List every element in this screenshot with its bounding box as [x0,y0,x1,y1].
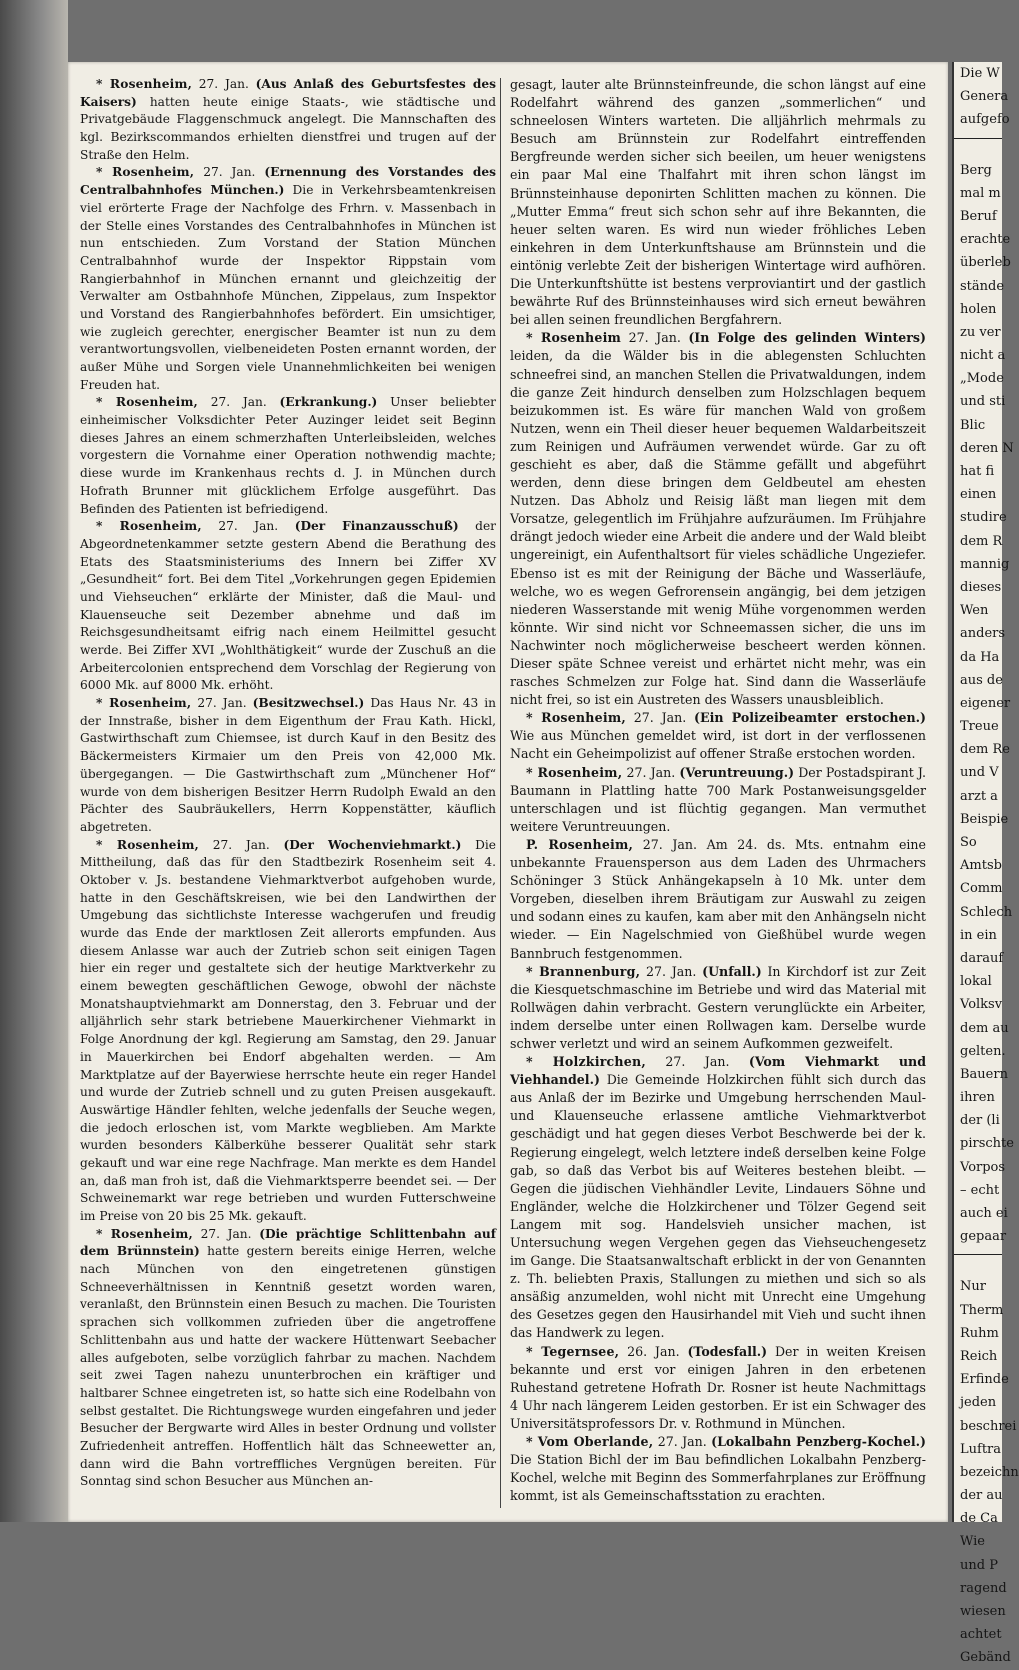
article-heading: (Ein Polizeibeamter erstochen.) [694,710,926,726]
article-body: Am 24. ds. Mts. entnahm eine unbekannte Frauensperson aus dem Laden des Uhrmachers Schöninger 3 Stück Anhängekapseln à 10 Mk. unter dem Vorgeben, dieselben ihrem Bräutigam zur Auswahl zu zeigen und sodann eines zu kaufen, kam aber mit den Anhängseln nicht wieder. — Ein Nagelschmied von Gießhübel wurde wegen Bannbruch festgenommen. [510,836,926,961]
fragment-line: dem Re [960,742,1010,758]
fragment-rule [954,1254,1002,1255]
fragment-line: Therm [960,1302,1004,1318]
article-date: 27. Jan. [200,1226,252,1241]
article-body: Die Gemeinde Holzkirchen fühlt sich durch das aus Anlaß der im Bezirke und Umgebung herrschenden Maul- und Klauenseuche erlassene amtliche Viehmarktverbot geschädigt und hat gegen dieses Verbot Beschwerde bei der k. Regierung eingelegt, welch letztere indeß derselben keine Folge gab, so daß das Verbot bis auf Weiteres bestehen bleibt. — Gegen die jüdischen Viehhändler Levite, Lindauers Söhne und Engländer, welche die Holzkirchener und Tölzer Gegend seit Langem mit sog. Handelsvieh unsicher machen, ist Untersuchung wegen Vergehen gegen das Viehseuchengesetz im Gange. Die Staatsanwaltschaft erblickt in der von Genannten z. Th. beliebten Praxis, Stallungen zu miethen und sich so als ansäßig anzumelden, wohl nicht mit Unrecht eine Umgehung des Gesetzes gegen den Hausirhandel mit Vieh und sucht ihnen das Handwerk zu legen. [510,1072,926,1341]
fragment-line: nicht a [960,348,1006,364]
article-heading: (Lokalbahn Penzberg-Kochel.) [711,1434,926,1450]
news-article [510,76,926,329]
column-rule [500,78,501,1508]
fragment-line: Gebänd [960,1650,1011,1666]
fragment-line: dieses [960,579,1002,595]
fragment-line: Vorpos [960,1159,1006,1175]
news-article [80,837,496,1226]
middle-column [510,76,926,1508]
fragment-line: einen [960,487,997,503]
fragment-line: darauf [960,950,1004,966]
article-dateline: * Rosenheim, [96,165,195,180]
fragment-line: hat fi [960,464,995,479]
article-date: 27. Jan. [633,710,687,726]
fragment-line: überleb [960,255,1011,271]
right-column-fragment [952,62,1019,1666]
article-heading: (Der Wochenviehmarkt.) [283,837,462,852]
article-date: 26. Jan. [627,1343,680,1359]
fragment-line: beschrei [960,1418,1017,1434]
article-heading: (Aus Anlaß des Geburtsfestes des Kaisers) [80,77,497,109]
news-article [80,164,496,394]
article-heading: (In Folge des gelinden Winters) [688,330,926,346]
fragment-line: de Ca [960,1511,998,1527]
fragment-line: Schlech [960,904,1013,920]
fragment-line: Amtsb [960,858,1002,874]
fragment-line: dem R [960,533,1003,549]
fragment-line: arzt a [960,788,998,804]
fragment-rule [954,138,1002,139]
fragment-line: bezeichn [960,1464,1019,1480]
news-article [510,1343,926,1433]
fragment-line: Blic [960,417,986,433]
fragment-line: aus de [960,672,1003,688]
fragment-line: Treue [960,719,999,735]
article-body: leiden, da die Wälder bis in die ablegensten Schluchten schneefrei sind, an manchen Stellen die Privatwaldungen, indem die ganze Zeit hindurch denselben zum Holzschlagen bequem beizukommen ist. Es wäre für manchen Wald von großem Nutzen, wenn ein Theil dieser heuer bequemen Waldarbeitszeit zum Reinigen und Aufräumen verwendet würde. Gar zu oft geschieht es aber, daß die Stämme gefällt und abgeführt werden, denn diese bringen dem Geldbeutel am ehesten Nutzen. Das Abholz und Reisig läßt man liegen mit dem Vorsatze, gelegentlich im Frühjahre aufzuräumen. Im Frühjahre drängt jedoch wieder eine Arbeit die andere und der Wald bleibt ungereinigt, ein Aufenthaltsort für vieles schädliche Ungeziefer. Ebenso ist es mit der Reinigung der Bäche und Wasserläufe, welche, wo es wegen Gefrorensein angängig, bei dem jetzigen niederen Wasserstande mit wenig Mühe vorgenommen werden könnte. Wir sind nicht vor Schneemassen sicher, die uns im Nachwinter noch möglicherweise bescheert werden können. Dieser späte Schnee vereist und erhärtet nicht mehr, was ein rasches Schmelzen zur Folge hat. Sind dann die Wasserläufe nicht frei, so ist ein Austreten des Wassers unausbleiblich. [510,348,926,708]
article-body: Unser beliebter einheimischer Volksdichter Peter Auzinger leidet seit Beginn dieses Jahres an einem schmerzhaften Unterleibsleiden, welches vorgestern die Vornahme einer Operation nothwendig machte; diese wurde im Krankenhaus rechts d. J. in München durch Hofrath Brunner mit glücklichem Erfolge ausgeführt. Das Befinden des Patienten ist befriedigend. [80,395,497,516]
fragment-line: Wen [960,603,989,619]
news-article [510,1053,926,1343]
article-heading: (Unfall.) [702,963,762,979]
fragment-line: Wie [960,1534,985,1550]
fragment-line: deren N [960,440,1014,456]
fragment-line: Bauern [960,1066,1008,1082]
left-column [80,76,496,1508]
news-article [80,394,496,518]
fragment-line: Comm [960,881,1003,897]
article-heading: (Besitzwechsel.) [252,696,365,711]
newspaper-page [68,62,948,1522]
article-body: gesagt, lauter alte Brünnsteinfreunde, die schon längst auf eine Rodelfahrt während des ganzen „sommerlichen“ und schneelosen Winters warteten. Die alljährlich mehrmals zu Besuch am Brünnstein zur Rodelfahrt eintreffenden Bergfreunde werden sicher sich beeilen, um heuer wenigstens ein paar Mal eine Thalfahrt mit ihren schon längst im Brünnsteinhause deponirten Schlitten machen zu können. Die „Mutter Emma“ freut sich schon sehr auf ihre Bekannten, die heuer selten waren. Es wird nun wieder fröhliches Leben einkehren in dem Unterkunftshause am Brünnstein und die eintönig verlebte Zeit der bisherigen Wintertage wird aufhören. Die Unterkunftshütte ist bestens verproviantirt und der gastlich bewährte Ruf des Brünnsteinhauses wird sich erneut bewähren bei allen seinen freundlichen Bergfahrern. [510,77,926,328]
fragment-line: stände [960,278,1005,294]
fragment-line: Genera [960,89,1009,105]
fragment-line: ihren [960,1090,995,1106]
article-date: 27. Jan. [626,764,676,780]
article-dateline: * Rosenheim, [96,395,199,410]
article-dateline: * Holzkirchen, [526,1054,646,1070]
fragment-line: So [960,835,977,850]
article-heading: (Ernennung des Vorstandes des Centralbahnhofes München.) [80,165,497,198]
fragment-line: Beruf [960,208,997,224]
article-body: Wie aus München gemeldet wird, ist dort in der verflossenen Nacht ein Geheimpolizist auf offener Straße erstochen worden. [510,728,926,762]
article-dateline: * Vom Oberlande, [526,1434,654,1450]
article-date: 27. Jan. [197,696,247,711]
fragment-line: ragend [960,1580,1007,1596]
article-heading: (Erkrankung.) [279,395,378,410]
fragment-line: lokal [960,974,992,990]
fragment-line: holen [960,301,997,317]
article-date: 27. Jan. [665,1054,730,1070]
fragment-line: aufgefo [960,112,1010,128]
article-date: 27. Jan. [198,77,249,91]
article-body: Die in Verkehrsbeamtenkreisen viel erörterte Frage der Nachfolge des Frhrn. v. Massenbach in der Stelle eines Vorstandes des Centralbahnhofes in München ist nun entschieden. Zum Vorstand der Station München Centralbahnhof wurde der Inspektor Rippstain vom Rangierbahnhof in München ernannt und gleichzeitig der Verwalter am Ostbahnhofe München, Zippelaus, zum Inspektor und Vorstand des Rangierbahnhofes befördert. Ein umsichtiger, wie zugleich gerechter, energischer Beamter ist nun zu dem verantwortungsvollen, vielbeneideten Posten ernannt worden, der außer Mühe und Sorgen viele Unannehmlichkeiten bei wenigen Freuden hat. [80,183,496,392]
fragment-line: und V [960,765,999,781]
article-heading: (Die prächtige Schlittenbahn auf dem Brünnstein) [80,1226,497,1259]
fragment-line: da Ha [960,649,1000,665]
article-body: der Abgeordnetenkammer setzte gestern Abend die Berathung des Etats des Staatsministeriums des Innern bei Ziffer XV „Gesundheit“ fort. Bei dem Titel „Vorkehrungen gegen Epidemien und Viehseuchen“ erklärte der Minister, daß die Maul- und Klauenseuche seit Dezember abnehme und daß im Reichsgesundheitsamt eifrig nach einem Heilmittel gesucht werde. Bei Ziffer XVI „Wohlthätigkeit“ wurde der Zuschuß an die Arbeitercolonien entsprechend dem Vorschlag der Regierung von 6000 Mk. auf 8000 Mk. erhöht. [80,519,497,693]
fragment-line: auch ei [960,1206,1008,1221]
scan-shadow [0,0,68,1522]
fragment-line: eigener [960,695,1011,711]
fragment-line: der (li [960,1113,1000,1129]
article-heading: (Der Finanzausschuß) [294,519,459,534]
article-dateline: * Rosenheim, [96,837,199,852]
fragment-line: zu ver [960,324,1001,340]
article-date: 27. Jan. [210,395,267,410]
news-article [80,695,496,837]
article-date: 27. Jan. [642,836,698,852]
fragment-line: Ruhm [960,1325,999,1341]
news-article [80,518,496,695]
news-article [510,764,926,836]
fragment-line: anders [960,626,1006,642]
article-dateline: * Rosenheim, [96,77,193,91]
fragment-line: erachte [960,232,1011,248]
article-body: In Kirchdorf ist zur Zeit die Kiesquetschmaschine im Betriebe und wird das Material mit Rollwägen dahin verbracht. Gestern verunglückte ein Arbeiter, indem derselbe unter einen Rollwagen kam. Derselbe wurde schwer verletzt und wird an seinem Aufkommen gezweifelt. [510,963,926,1051]
fragment-line: Erfinde [960,1372,1009,1388]
fragment-line: – echt [960,1182,1000,1198]
article-date: 27. Jan. [645,963,697,979]
fragment-line: dem au [960,1020,1009,1036]
article-heading: (Todesfall.) [687,1343,768,1359]
fragment-line: jeden [960,1395,997,1411]
article-body: Die Mittheilung, daß das für den Stadtbezirk Rosenheim seit 4. Oktober v. Js. bestandene Viehmarktverbot aufgehoben wurde, hatte in den Geschäftskreisen, wie bei den Landwirthen der Umgebung das sichtlichste Interesse wachgerufen und freudig wurde das Ende der marktlosen Zeit allerorts empfunden. Aus diesem Anlasse war auch der Zutrieb schon seit einigen Tagen hier ein reger und gestaltete sich der heutige Marktverkehr zu einem bewegten geschäftlichen Gewoge, obwohl der nächste Monatshauptviehmarkt am Donnerstag, den 3. Februar und der alljährlich sehr stark betriebene Mauerkirchener Viehmarkt in Folge Anordnung der kgl. Regierung am Samstag, den 29. Januar in Mauerkirchen bei Endorf abgehalten werden. — Am Marktplatze auf der Bayerwiese herrschte heute ein reger Handel und wurde der Zutrieb schnell und zu guten Preisen ausgekauft. Auswärtige Händler fehlten, welche jedenfalls der Seuche wegen, die jedoch erloschen ist, vom Markte wegblieben. Am Markte wurden besonders Kälberkühe besserer Qualität sehr stark gekauft und war eine rege Nachfrage. Man merkte es dem Handel an, daß man froh ist, daß die Viehmarktsperre beendet sei. — Der Schweinemarkt war rege betrieben und wurden Futterschweine im Preise von 20 bis 25 Mk. gekauft. [80,837,497,1223]
fragment-line: studire [960,510,1007,526]
news-article [510,329,926,709]
fragment-line: in ein [960,927,997,943]
news-article [510,836,926,963]
fragment-line: Nur [960,1279,986,1295]
fragment-line: Reich [960,1348,998,1364]
fragment-line: gepaar [960,1229,1007,1245]
article-heading: (Vom Viehmarkt und Viehhandel.) [510,1054,927,1088]
article-dateline: * Rosenheim, [526,764,623,780]
news-article [510,1433,926,1505]
article-dateline: * Rosenheim, [96,696,192,711]
article-dateline: * Rosenheim, [526,710,626,726]
fragment-line: achtet [960,1627,1002,1643]
news-article [510,709,926,763]
article-body: hatten heute einige Staats-, wie städtische und Privatgebäude Flaggenschmuck angelegt. Die Mannschaften des kgl. Bezirkscommandos erhielten dienstfrei und trugen auf der Straße den Helm. [80,94,496,162]
fragment-line: „Mode [960,371,1004,387]
article-body: Der in weiten Kreisen bekannte und erst vor einigen Jahren in den erbetenen Ruhestand getretene Hofrath Dr. Rosner ist heute Nachmittags 4 Uhr nach längerem Leiden gestorben. Er ist ein Schwager des Universitätsprofessors Dr. v. Rothmund in München. [510,1343,926,1431]
fragment-line: Volksv [960,997,1003,1013]
fragment-line: gelten. [960,1043,1006,1059]
article-body: Das Haus Nr. 43 in der Innstraße, bisher in dem Eigenthum der Frau Kath. Hickl, Gastwirthschaft zum Chiemsee, ist durch Kauf in den Besitz des Bäckermeisters Kirmaier um den Preis von 42,000 Mk. übergegangen. — Die Gastwirthschaft zum „Münchener Hof“ wurde von dem bisherigen Besitzer Herrn Rudolph Ewald an den Pächter des Saubräukellers, Herrn Koppenstätter, käuflich abgetreten. [80,696,497,834]
article-dateline: P. Rosenheim, [526,836,634,852]
fragment-line: pirschte [960,1136,1014,1152]
article-dateline: * Tegernsee, [526,1343,620,1359]
article-date: 27. Jan. [628,330,681,346]
fragment-line: Beispie [960,811,1009,827]
article-body: hatte gestern bereits einige Herren, welche nach München von den eingetretenen günstigen Schneeverhältnissen in Kenntniß gesetzt worden waren, veranlaßt, den Brünnstein einen Besuch zu machen. Die Touristen sprachen sich vollkommen zufrieden über die angetroffene Schlittenbahn aus und hatte der wackere Hüttenwart Seebacher alles aufgeboten, selbe vorzüglich fahrbar zu machen. Nachdem seit zwei Tagen nahezu ununterbrochen ein kräftiger und haltbarer Schnee eingetreten ist, so hatte sich eine Rodelbahn von selbst gestaltet. Die Richtungswege wurden eingefahren und jeder Besucher der Bergwarte wird Alles in bester Ordnung und vollster Zufriedenheit antreffen. Hoffentlich hält das Schneewetter an, dann wird die Bahn vortreffliches Vergnügen bereiten. Für Sonntag sind schon Besucher aus München an- [80,1244,496,1489]
article-date: 27. Jan. [218,519,279,534]
fragment-line: der au [960,1488,1003,1504]
article-dateline: * Rosenheim, [96,519,202,534]
fragment-line: Die W [960,66,1000,81]
fragment-line: und sti [960,394,1006,410]
article-dateline: * Rosenheim, [96,1226,193,1241]
article-dateline: * Brannenburg, [526,963,641,979]
article-date: 27. Jan. [212,837,270,852]
fragment-line: wiesen [960,1604,1006,1619]
article-date: 27. Jan. [657,1434,707,1450]
article-heading: (Veruntreuung.) [679,764,795,780]
news-article [510,963,926,1053]
news-article [80,76,496,164]
article-body: Der Postadspirant J. Baumann in Plattling hatte 700 Mark Postanweisungsgelder unterschlagen und ist flüchtig gegangen. Man vermuthet weitere Veruntreuungen. [510,764,926,834]
article-body: Die Station Bichl der im Bau befindlichen Lokalbahn Penzberg-Kochel, welche mit Beginn des Sommerfahrplanes zur Eröffnung kommt, ist als Gemeinschaftsstation zu erachten. [510,1452,926,1504]
fragment-line: Berg [960,162,992,178]
fragment-line: Luftra [960,1441,1002,1457]
article-dateline: * Rosenheim [526,330,622,346]
article-date: 27. Jan. [203,165,256,180]
fragment-line: mal m [960,185,1001,201]
fragment-line: mannig [960,556,1010,572]
news-article [80,1226,496,1491]
fragment-line: und P [960,1557,998,1573]
